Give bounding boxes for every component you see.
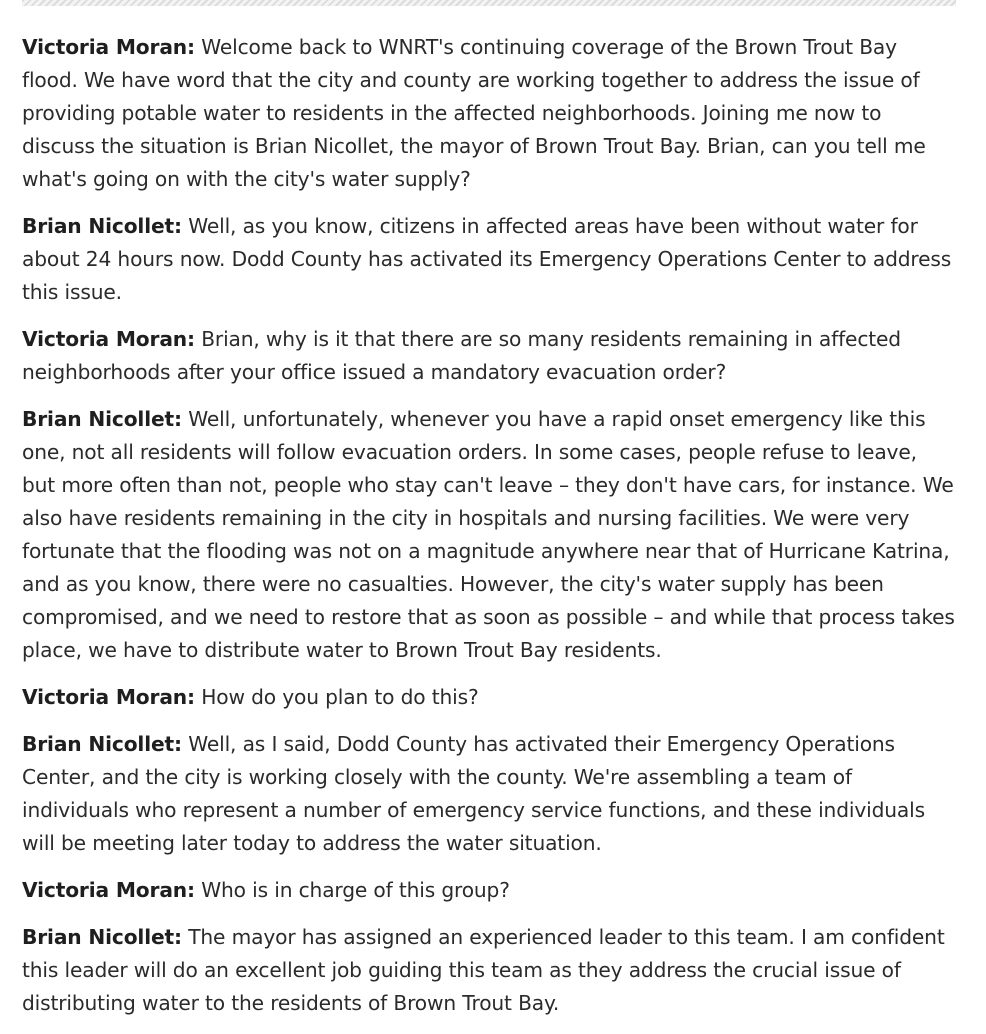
top-divider bbox=[22, 0, 956, 6]
spoken-text: Well, unfortunately, whenever you have a rapid onset emergency like this one, not all residents will follow evacuation orders. In some cases, people refuse to leave, but more often than not, people who stay can't leave – they don't have cars, for instance. We also have residents remaining in the city in hospitals and nursing facilities. We were very fortunate that the flooding was not on a magnitude anywhere near that of Hurricane Katrina, and as you know, there were no casualties. However, the city's water supply has been compromised, and we need to restore that as soon as possible – and while that process takes place, we have to distribute water to Brown Trout Bay residents. bbox=[22, 407, 955, 662]
spoken-text: Who is in charge of this group? bbox=[201, 878, 510, 902]
transcript-line bbox=[22, 323, 956, 389]
transcript-line bbox=[22, 728, 956, 860]
transcript-line bbox=[22, 403, 956, 667]
spoken-text: The mayor has assigned an experienced leader to this team. I am confident this leader will do an excellent job guiding this team as they address the crucial issue of distributing water to the residents of Brown Trout Bay. bbox=[22, 925, 945, 1015]
transcript-line bbox=[22, 874, 956, 907]
transcript-line bbox=[22, 681, 956, 714]
speaker-name: Victoria Moran: bbox=[22, 878, 195, 902]
spoken-text: Well, as you know, citizens in affected areas have been without water for about 24 hours now. Dodd County has activated its Emergency Operations Center to address this issue. bbox=[22, 214, 952, 304]
speaker-name: Victoria Moran: bbox=[22, 35, 195, 59]
speaker-name: Brian Nicollet: bbox=[22, 925, 182, 949]
speaker-name: Victoria Moran: bbox=[22, 685, 195, 709]
transcript-line bbox=[22, 210, 956, 309]
spoken-text: How do you plan to do this? bbox=[201, 685, 479, 709]
spoken-text: Well, as I said, Dodd County has activated their Emergency Operations Center, and the city is working closely with the county. We're assembling a team of individuals who represent a number of emergency service functions, and these individuals will be meeting later today to address the water situation. bbox=[22, 732, 925, 855]
speaker-name: Brian Nicollet: bbox=[22, 214, 182, 238]
speaker-name: Victoria Moran: bbox=[22, 327, 195, 351]
interview-transcript bbox=[22, 31, 956, 1034]
spoken-text: Brian, why is it that there are so many residents remaining in affected neighborhoods after your office issued a mandatory evacuation order? bbox=[22, 327, 901, 384]
speaker-name: Brian Nicollet: bbox=[22, 732, 182, 756]
spoken-text: Welcome back to WNRT's continuing coverage of the Brown Trout Bay flood. We have word that the city and county are working together to address the issue of providing potable water to residents in the affected neighborhoods. Joining me now to discuss the situation is Brian Nicollet, the mayor of Brown Trout Bay. Brian, can you tell me what's going on with the city's water supply? bbox=[22, 35, 926, 191]
transcript-line bbox=[22, 31, 956, 196]
speaker-name: Brian Nicollet: bbox=[22, 407, 182, 431]
transcript-line bbox=[22, 921, 956, 1020]
